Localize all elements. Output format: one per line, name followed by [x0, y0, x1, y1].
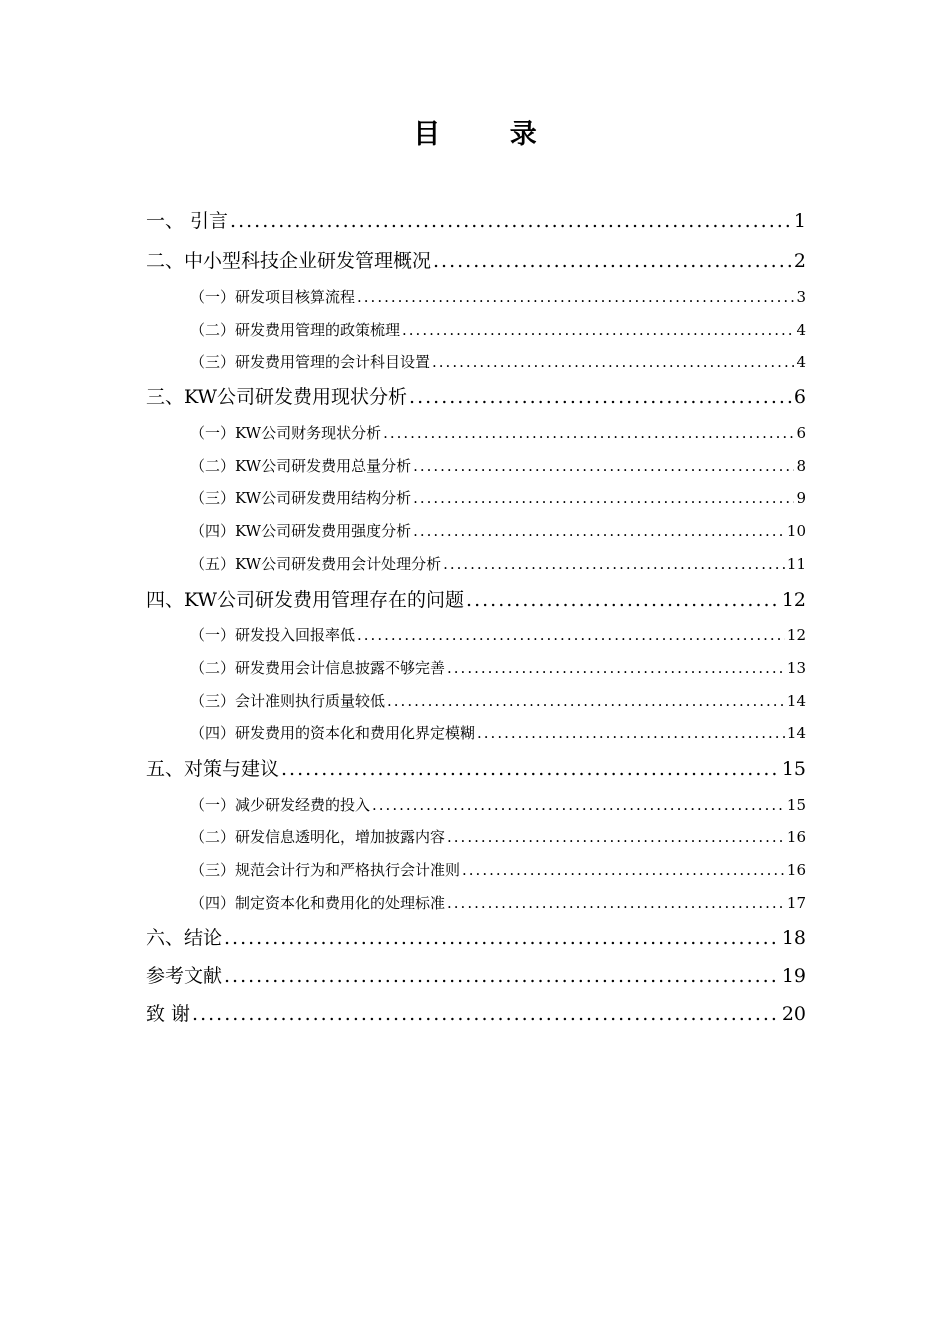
dot-leader: [357, 624, 785, 646]
dot-leader: [409, 384, 792, 410]
toc-entry[interactable]: [146, 925, 806, 951]
dot-leader: [413, 455, 794, 477]
dot-leader: [447, 657, 785, 679]
dot-leader: [447, 826, 785, 848]
toc-entry-page: 15: [781, 758, 806, 780]
toc-entry-page: 6: [796, 424, 806, 442]
toc-entry[interactable]: [190, 624, 806, 646]
toc-entry-page: 16: [786, 828, 806, 846]
toc-entry-label: （一）研发投入回报率低: [190, 626, 356, 644]
toc-entry-page: 6: [793, 386, 806, 408]
dot-leader: [357, 286, 794, 308]
toc-entry-label: 参考文献: [146, 965, 223, 987]
toc-entry[interactable]: [190, 487, 806, 509]
dot-leader: [466, 587, 780, 613]
toc-entry-label: （一）研发项目核算流程: [190, 288, 356, 306]
toc-entry-page: 13: [786, 659, 806, 677]
dot-leader: [477, 722, 785, 744]
toc-entry-label: 致 谢: [146, 1003, 191, 1025]
dot-leader: [372, 794, 785, 816]
toc-entry-page: 1: [793, 210, 806, 232]
toc-entry-label: （五）KW公司研发费用会计处理分析: [190, 555, 442, 573]
page-title: 目 录: [413, 119, 567, 150]
toc-entry-page: 2: [793, 250, 806, 272]
toc-entry[interactable]: [190, 455, 806, 477]
toc-entry-page: 17: [786, 894, 806, 912]
dot-leader: [383, 422, 794, 444]
toc-entry-page: 14: [786, 692, 806, 710]
toc-entry[interactable]: [146, 384, 806, 410]
toc-entry-label: 一、 引言: [146, 210, 229, 232]
toc-entry[interactable]: [190, 422, 806, 444]
toc-entry-page: 12: [786, 626, 806, 644]
toc-entry-label: （一）KW公司财务现状分析: [190, 424, 382, 442]
dot-leader: [192, 1001, 780, 1027]
toc-entry[interactable]: [190, 351, 806, 373]
dot-leader: [432, 351, 794, 373]
toc-entry[interactable]: [190, 722, 806, 744]
toc-entry-label: （三）KW公司研发费用结构分析: [190, 489, 412, 507]
toc-entry-page: 19: [781, 965, 806, 987]
toc-entry[interactable]: [146, 208, 806, 234]
dot-leader: [413, 487, 794, 509]
toc-entry[interactable]: [146, 248, 806, 274]
dot-leader: [433, 248, 792, 274]
toc-entry-page: 16: [786, 861, 806, 879]
toc-entry[interactable]: [190, 892, 806, 914]
dot-leader: [224, 963, 780, 989]
toc-entry-page: 9: [796, 489, 806, 507]
toc-entry-label: 五、对策与建议: [146, 758, 280, 780]
toc-entry[interactable]: [146, 963, 806, 989]
toc-entry-label: （三）研发费用管理的会计科目设置: [190, 353, 431, 371]
toc-entry[interactable]: [190, 826, 806, 848]
toc-entry-label: （三）会计准则执行质量较低: [190, 692, 386, 710]
toc-entry-label: （二）研发信息透明化，增加披露内容: [190, 828, 446, 846]
toc-entry[interactable]: [190, 859, 806, 881]
toc-entry-label: （二）KW公司研发费用总量分析: [190, 457, 412, 475]
toc-entry-label: （三）规范会计行为和严格执行会计准则: [190, 861, 461, 879]
dot-leader: [443, 553, 785, 575]
toc-entry-label: （四）KW公司研发费用强度分析: [190, 522, 412, 540]
toc-entry-page: 14: [786, 724, 806, 742]
toc-entry-page: 4: [796, 353, 806, 371]
toc-entry[interactable]: [190, 553, 806, 575]
toc-entry[interactable]: [190, 319, 806, 341]
toc-entry-page: 12: [781, 589, 806, 611]
dot-leader: [462, 859, 785, 881]
toc-entry-label: （一）减少研发经费的投入: [190, 796, 371, 814]
dot-leader: [402, 319, 794, 341]
dot-leader: [224, 925, 780, 951]
toc-entry[interactable]: [190, 657, 806, 679]
toc-entry[interactable]: [190, 690, 806, 712]
toc-entry[interactable]: [190, 286, 806, 308]
toc-entry-page: 8: [796, 457, 806, 475]
toc-entry-label: （二）研发费用管理的政策梳理: [190, 321, 401, 339]
dot-leader: [230, 208, 792, 234]
dot-leader: [281, 756, 780, 782]
toc-entry-label: 二、中小型科技企业研发管理概况: [146, 250, 432, 272]
toc-entry[interactable]: [146, 1001, 806, 1027]
toc-entry-label: （四）制定资本化和费用化的处理标准: [190, 894, 446, 912]
dot-leader: [413, 520, 785, 542]
toc-entry[interactable]: [190, 794, 806, 816]
toc-entry-page: 18: [781, 927, 806, 949]
toc-entry[interactable]: [146, 756, 806, 782]
dot-leader: [447, 892, 785, 914]
toc-entry-page: 10: [786, 522, 806, 540]
toc-entry-label: （二）研发费用会计信息披露不够完善: [190, 659, 446, 677]
dot-leader: [387, 690, 785, 712]
toc-entry-label: 四、KW公司研发费用管理存在的问题: [146, 589, 465, 611]
toc-entry-page: 3: [796, 288, 806, 306]
toc-entry-page: 11: [786, 555, 806, 573]
toc-entry[interactable]: [146, 587, 806, 613]
toc-entry-label: 三、KW公司研发费用现状分析: [146, 386, 408, 408]
toc-entry-label: 六、结论: [146, 927, 223, 949]
toc-entry-page: 20: [781, 1003, 806, 1025]
toc-entry-page: 15: [786, 796, 806, 814]
toc-entry-label: （四）研发费用的资本化和费用化界定模糊: [190, 724, 476, 742]
toc-entry-page: 4: [796, 321, 806, 339]
toc-entry[interactable]: [190, 520, 806, 542]
